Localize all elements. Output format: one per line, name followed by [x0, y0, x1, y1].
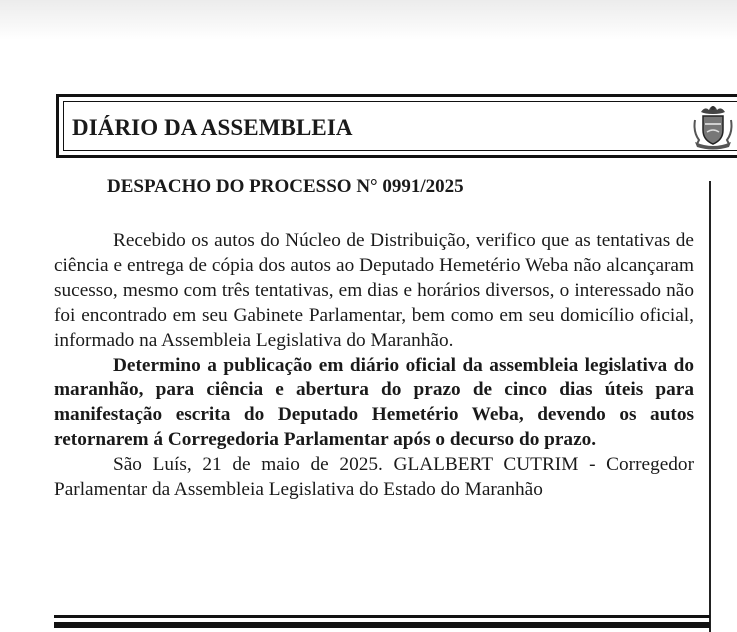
paragraph-signature: São Luís, 21 de maio de 2025. GLALBERT CUTRIM - Corregedor Parlamentar da Assembleia Legislativa do Estado do Maranhão [54, 454, 694, 501]
coat-of-arms-icon [691, 104, 735, 150]
paragraph-order: Determino a publicação em diário oficial da assembleia legislativa do maranhão, para ciência e abertura do prazo de cinco dias úteis para manifestação escrita do Deputado Hemetério Weba, devendo os autos retornarem á Corregedoria Parlamentar após o decurso do prazo. [54, 354, 694, 451]
column-divider [709, 181, 711, 632]
masthead-inner-frame [63, 101, 737, 151]
document-title: DESPACHO DO PROCESSO N° 0991/2025 [107, 176, 464, 197]
masthead [56, 94, 737, 158]
footer-rule-thin [54, 615, 710, 618]
top-shadow [0, 0, 737, 40]
masthead-title: DIÁRIO DA ASSEMBLEIA [72, 115, 353, 140]
footer-rule-thick [54, 622, 710, 628]
paragraph-receipt: Recebido os autos do Núcleo de Distribuição, verifico que as tentativas de ciência e entrega de cópia dos autos ao Deputado Hemetério Weba não alcançaram sucesso, mesmo com três tentativas, em dias e horários diversos, o interessado não foi encontrado em seu Gabinete Parlamentar, bem como em seu domicílio oficial, informado na Assembleia Legislativa do Maranhão. [54, 230, 694, 351]
document-body [54, 229, 694, 503]
